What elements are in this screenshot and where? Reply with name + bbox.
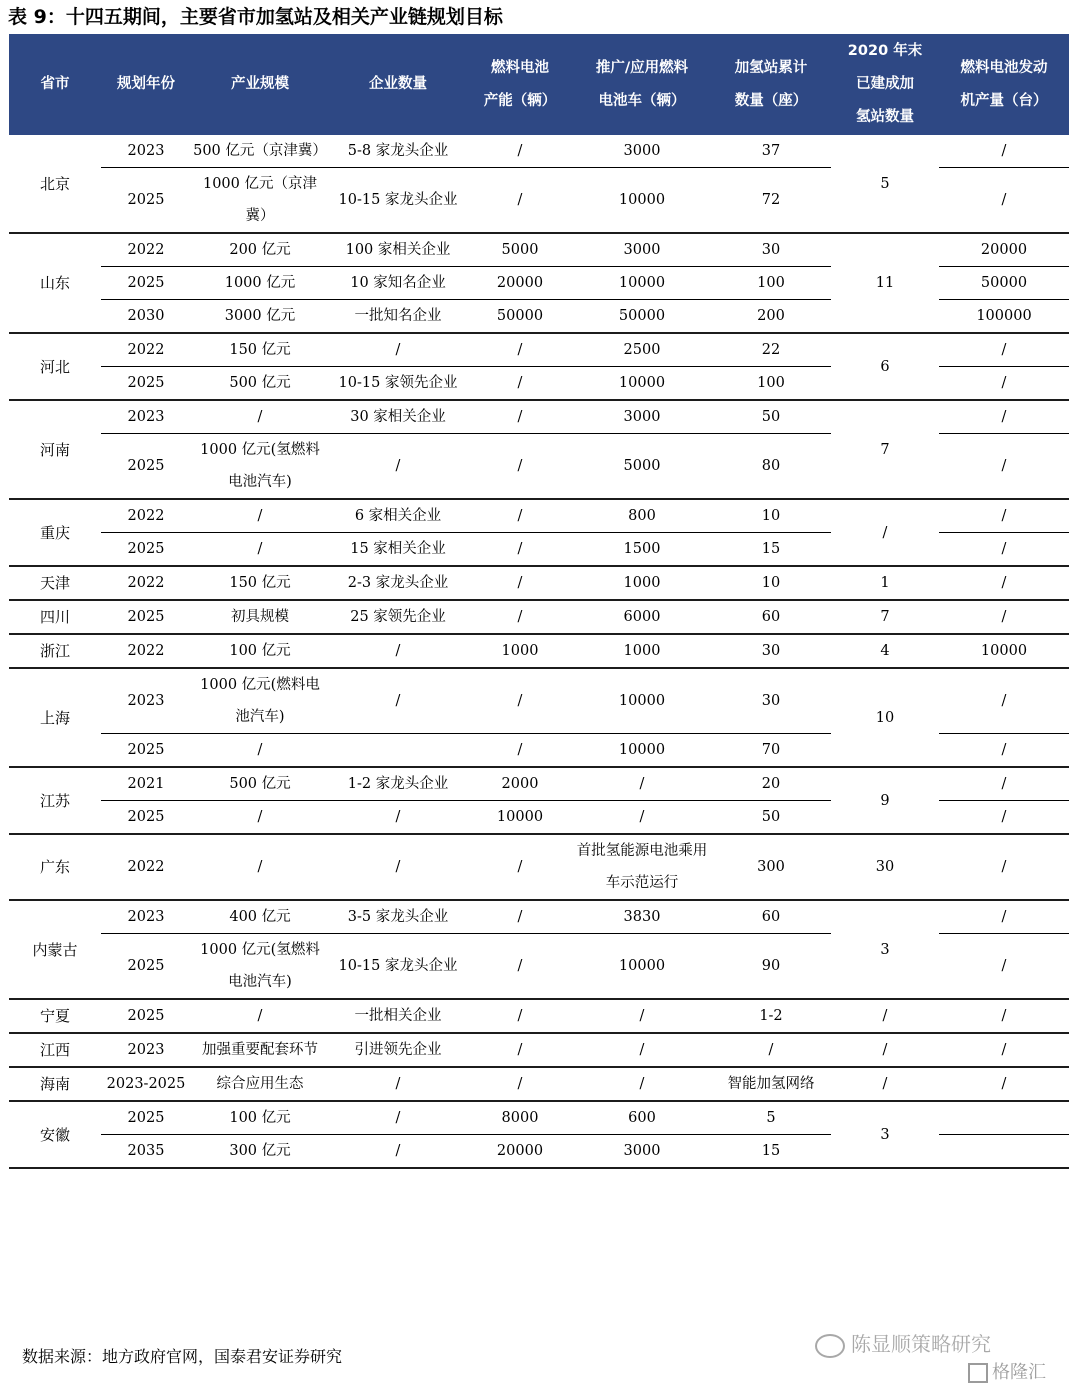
engines-cell: /: [1001, 508, 1007, 524]
vehicles-cell: 2500: [623, 342, 661, 358]
engines-cell: /: [939, 934, 1069, 1000]
scale-cell: /: [191, 734, 329, 768]
column-header-line: 燃料电池: [491, 59, 549, 76]
province-group: [9, 767, 1069, 834]
built-2020-cell: 9: [880, 792, 890, 809]
engines-cell: /: [1001, 143, 1007, 159]
table-row: [9, 499, 1069, 533]
table-row: [9, 566, 1069, 600]
vehicles-cell: 1000: [623, 643, 661, 659]
engines-cell: /: [939, 367, 1069, 401]
stations-cell: /: [768, 1042, 774, 1058]
province-cell: 安徽: [39, 1125, 70, 1144]
vehicles-cell: /: [639, 776, 645, 792]
engines-cell: /: [1001, 575, 1007, 591]
year-cell: 2023: [127, 909, 165, 925]
engines-cell: /: [939, 434, 1069, 500]
capacity-cell: /: [467, 734, 573, 768]
province-group: [9, 600, 1069, 634]
scale-cell: 3000 亿元: [191, 300, 329, 334]
built-2020-cell: 6: [880, 358, 890, 375]
table-header-row: [9, 34, 1069, 135]
capacity-cell: /: [467, 434, 573, 500]
hydrogen-plan-table: [9, 34, 1069, 1169]
vehicles-cell: 首批氢能源电池乘用车示范运行: [576, 843, 708, 891]
companies-cell: 100 家相关企业: [345, 242, 451, 258]
year-cell: 2035: [101, 1135, 191, 1169]
engines-cell: /: [939, 168, 1069, 234]
table-row: [9, 1033, 1069, 1067]
scale-cell: 加强重要配套环节: [202, 1042, 318, 1058]
year-cell: 2023: [127, 1042, 165, 1058]
logo-icon: [968, 1363, 988, 1383]
companies-cell: 1-2 家龙头企业: [347, 776, 449, 792]
capacity-cell: 2000: [501, 776, 539, 792]
year-cell: 2025: [101, 434, 191, 500]
year-cell: 2025: [101, 934, 191, 1000]
province-cell: 四川: [39, 608, 70, 626]
capacity-cell: /: [467, 934, 573, 1000]
companies-cell: /: [395, 1076, 401, 1092]
companies-cell: 5-8 家龙头企业: [347, 143, 449, 159]
capacity-cell: 50000: [467, 300, 573, 334]
capacity-cell: /: [517, 409, 523, 425]
companies-cell: 6 家相关企业: [354, 508, 442, 524]
column-header: [191, 34, 329, 135]
column-header-line: 燃料电池发动: [960, 59, 1048, 76]
vehicles-cell: 800: [628, 508, 656, 524]
province-group: [9, 634, 1069, 668]
scale-cell: /: [257, 1008, 263, 1024]
capacity-cell: 8000: [501, 1110, 539, 1126]
table-row: [9, 999, 1069, 1033]
capacity-cell: /: [517, 1042, 523, 1058]
companies-cell: 2-3 家龙头企业: [347, 575, 449, 591]
vehicles-cell: 5000: [573, 434, 711, 500]
engines-cell: /: [1001, 1042, 1007, 1058]
vehicles-cell: 3000: [623, 242, 661, 258]
capacity-cell: /: [517, 693, 523, 709]
built-2020-cell: /: [882, 1042, 888, 1058]
column-header-line: 电池车（辆）: [598, 92, 686, 109]
vehicles-cell: 3000: [573, 1135, 711, 1169]
province-cell: 内蒙古: [32, 940, 78, 959]
scale-cell: 1000 亿元: [191, 267, 329, 300]
table-row: [9, 900, 1069, 934]
column-header: [9, 34, 101, 135]
stations-cell: 1-2: [759, 1008, 783, 1024]
companies-cell: 10 家知名企业: [329, 267, 467, 300]
table-row: [9, 600, 1069, 634]
engines-cell: /: [1001, 909, 1007, 925]
scale-cell: 200 亿元: [229, 242, 291, 258]
year-cell: 2025: [127, 1008, 165, 1024]
built-2020-cell: 1: [880, 575, 890, 591]
companies-cell: 25 家领先企业: [350, 609, 446, 625]
vehicles-cell: 10000: [573, 934, 711, 1000]
year-cell: 2022: [127, 342, 165, 358]
stations-cell: 90: [711, 934, 831, 1000]
stations-cell: 10: [761, 575, 781, 591]
engines-cell: /: [1001, 776, 1007, 792]
capacity-cell: 1000: [501, 643, 539, 659]
column-header-line: 产业规模: [231, 76, 289, 92]
province-cell: 北京: [39, 174, 70, 193]
table-row: [9, 135, 1069, 168]
built-2020-cell: 30: [875, 859, 895, 875]
province-group: [9, 900, 1069, 999]
table-row: [9, 333, 1069, 367]
province-group: [9, 566, 1069, 600]
year-cell: 2030: [101, 300, 191, 334]
year-cell: 2022: [127, 242, 165, 258]
table-row: [9, 767, 1069, 801]
stations-cell: 5: [766, 1110, 776, 1126]
capacity-cell: /: [517, 508, 523, 524]
engines-cell: 20000: [980, 242, 1028, 258]
engines-cell: /: [1001, 609, 1007, 625]
capacity-cell: /: [517, 909, 523, 925]
capacity-cell: /: [517, 609, 523, 625]
province-cell: 上海: [39, 708, 70, 727]
vehicles-cell: /: [639, 1008, 645, 1024]
column-header-line: 已建成加: [856, 76, 914, 92]
vehicles-cell: /: [639, 1042, 645, 1058]
built-2020-cell: 7: [880, 441, 890, 458]
built-2020-cell: /: [882, 1008, 888, 1024]
watermark-secondary: [968, 1358, 1046, 1384]
year-cell: 2023: [127, 693, 165, 709]
engines-cell: /: [939, 533, 1069, 567]
built-2020-cell: 11: [875, 275, 895, 291]
table-row: [9, 668, 1069, 734]
column-header-line: 推广/应用燃料: [595, 59, 689, 76]
vehicles-cell: 10000: [573, 168, 711, 234]
vehicles-cell: 3000: [623, 143, 661, 159]
year-cell: 2025: [127, 1110, 165, 1126]
stations-cell: 300: [757, 859, 785, 875]
companies-cell: 30 家相关企业: [350, 409, 446, 425]
province-cell: 山东: [39, 274, 70, 292]
engines-cell: /: [939, 801, 1069, 835]
built-2020-cell: /: [882, 1076, 888, 1092]
scale-cell: 综合应用生态: [216, 1076, 304, 1092]
column-header-line: 加氢站累计: [734, 59, 808, 76]
vehicles-cell: 10000: [618, 693, 666, 709]
engines-cell: 10000: [980, 643, 1028, 659]
column-header: [939, 34, 1069, 135]
vehicles-cell: /: [639, 1076, 645, 1092]
stations-cell: 22: [761, 342, 781, 358]
year-cell: 2023-2025: [106, 1076, 186, 1092]
province-group: [9, 400, 1069, 499]
stations-cell: 200: [711, 300, 831, 334]
stations-cell: 60: [761, 909, 781, 925]
stations-cell: 15: [711, 1135, 831, 1169]
stations-cell: 70: [711, 734, 831, 768]
built-2020-cell: 3: [880, 941, 890, 958]
scale-cell: /: [257, 409, 263, 425]
year-cell: 2022: [127, 643, 165, 659]
companies-cell: 10-15 家龙头企业: [329, 168, 467, 234]
engines-cell: /: [939, 734, 1069, 768]
vehicles-cell: 1000: [623, 575, 661, 591]
column-header-line: 2020 年末: [847, 43, 923, 59]
capacity-cell: 20000: [467, 267, 573, 300]
stations-cell: 50: [711, 801, 831, 835]
province-group: [9, 1033, 1069, 1067]
column-header: [101, 34, 191, 135]
stations-cell: 智能加氢网络: [727, 1076, 815, 1092]
scale-cell: 1000 亿元(氢燃料电池汽车): [191, 434, 329, 500]
column-header: [711, 34, 831, 135]
companies-cell: 引进领先企业: [354, 1042, 442, 1058]
built-2020-cell: 3: [880, 1126, 890, 1143]
province-group: [9, 1101, 1069, 1168]
scale-cell: 150 亿元: [229, 575, 291, 591]
wechat-icon: [815, 1334, 845, 1358]
engines-cell: 100000: [939, 300, 1069, 334]
province-cell: 河南: [39, 440, 70, 459]
companies-cell: /: [395, 693, 401, 709]
table-row: [9, 233, 1069, 267]
capacity-cell: 5000: [501, 242, 539, 258]
scale-cell: 500 亿元: [229, 776, 291, 792]
province-cell: 海南: [39, 1075, 70, 1093]
table-row: [9, 1101, 1069, 1135]
companies-cell: /: [395, 342, 401, 358]
column-header: [831, 34, 939, 135]
engines-cell: /: [1001, 859, 1007, 875]
engines-cell: 50000: [939, 267, 1069, 300]
scale-cell: 300 亿元: [191, 1135, 329, 1169]
companies-cell: /: [329, 1135, 467, 1169]
province-cell: 河北: [39, 357, 70, 376]
stations-cell: 37: [761, 143, 781, 159]
engines-cell: [939, 1135, 1069, 1169]
companies-cell: /: [395, 1110, 401, 1126]
vehicles-cell: 10000: [573, 734, 711, 768]
engines-cell: /: [1001, 693, 1007, 709]
province-group: [9, 333, 1069, 400]
companies-cell: /: [395, 643, 401, 659]
scale-cell: 初具规模: [231, 609, 289, 625]
companies-cell: 10-15 家龙头企业: [329, 934, 467, 1000]
year-cell: 2025: [101, 801, 191, 835]
capacity-cell: /: [517, 575, 523, 591]
scale-cell: 500 亿元（京津冀）: [193, 143, 327, 159]
stations-cell: 15: [711, 533, 831, 567]
vehicles-cell: 6000: [623, 609, 661, 625]
capacity-cell: /: [517, 1076, 523, 1092]
stations-cell: 72: [711, 168, 831, 234]
engines-cell: /: [1001, 1008, 1007, 1024]
table-row: [9, 834, 1069, 900]
scale-cell: /: [257, 859, 263, 875]
capacity-cell: /: [517, 859, 523, 875]
stations-cell: 30: [761, 693, 781, 709]
year-cell: 2022: [127, 859, 165, 875]
stations-cell: 100: [711, 367, 831, 401]
stations-cell: 10: [761, 508, 781, 524]
scale-cell: 500 亿元: [191, 367, 329, 401]
companies-cell: 一批相关企业: [354, 1008, 442, 1024]
province-cell: 天津: [39, 574, 70, 592]
watermark: [815, 1328, 991, 1358]
companies-cell: /: [329, 801, 467, 835]
vehicles-cell: 1500: [573, 533, 711, 567]
companies-cell: 一批知名企业: [329, 300, 467, 334]
built-2020-cell: 7: [880, 609, 890, 625]
engines-cell: /: [1001, 409, 1007, 425]
capacity-cell: /: [467, 367, 573, 401]
table-row: [9, 634, 1069, 668]
scale-cell: /: [257, 508, 263, 524]
scale-cell: 100 亿元: [229, 643, 291, 659]
vehicles-cell: 3830: [623, 909, 661, 925]
year-cell: 2025: [101, 168, 191, 234]
vehicles-cell: 50000: [573, 300, 711, 334]
province-group: [9, 999, 1069, 1033]
vehicles-cell: 10000: [573, 267, 711, 300]
capacity-cell: /: [517, 342, 523, 358]
built-2020-cell: 10: [875, 709, 895, 726]
year-cell: 2025: [101, 734, 191, 768]
vehicles-cell: /: [573, 801, 711, 835]
province-cell: 江西: [39, 1041, 70, 1059]
scale-cell: 400 亿元: [229, 909, 291, 925]
capacity-cell: 20000: [467, 1135, 573, 1169]
vehicles-cell: 3000: [623, 409, 661, 425]
province-cell: 重庆: [39, 523, 70, 542]
built-2020-cell: /: [882, 524, 888, 541]
column-header-line: 规划年份: [117, 76, 175, 92]
province-cell: 浙江: [39, 642, 70, 660]
table-row: [9, 400, 1069, 434]
province-cell: 广东: [39, 858, 70, 876]
column-header-line: 数量（座）: [734, 92, 808, 109]
capacity-cell: 10000: [467, 801, 573, 835]
province-group: [9, 834, 1069, 900]
province-group: [9, 668, 1069, 767]
capacity-cell: /: [467, 168, 573, 234]
table-row: [9, 1067, 1069, 1101]
year-cell: 2025: [101, 533, 191, 567]
stations-cell: 100: [711, 267, 831, 300]
companies-cell: 10-15 家领先企业: [329, 367, 467, 401]
stations-cell: 80: [711, 434, 831, 500]
stations-cell: 30: [761, 643, 781, 659]
year-cell: 2023: [127, 143, 165, 159]
vehicles-cell: 600: [628, 1110, 656, 1126]
column-header-line: 省市: [40, 76, 70, 92]
province-group: [9, 135, 1069, 233]
province-cell: 江苏: [39, 791, 70, 810]
province-group: [9, 499, 1069, 566]
column-header: [573, 34, 711, 135]
watermark-text: 陈显顺策略研究: [851, 1332, 991, 1356]
province-group: [9, 233, 1069, 333]
table-title: 表 9：十四五期间，主要省市加氢站及相关产业链规划目标: [8, 6, 503, 28]
engines-cell: [939, 1101, 1069, 1135]
year-cell: 2025: [101, 267, 191, 300]
column-header-line: 产能（辆）: [483, 92, 557, 109]
scale-cell: 1000 亿元（京津冀）: [191, 168, 329, 234]
companies-cell: 15 家相关企业: [329, 533, 467, 567]
province-cell: 宁夏: [39, 1007, 70, 1025]
scale-cell: 100 亿元: [229, 1110, 291, 1126]
year-cell: 2022: [127, 508, 165, 524]
column-header-line: 氢站数量: [856, 109, 914, 125]
companies-cell: /: [329, 434, 467, 500]
companies-cell: 3-5 家龙头企业: [347, 909, 449, 925]
year-cell: 2025: [127, 609, 165, 625]
stations-cell: 60: [761, 609, 781, 625]
year-cell: 2022: [127, 575, 165, 591]
companies-cell: /: [395, 859, 401, 875]
vehicles-cell: 10000: [573, 367, 711, 401]
year-cell: 2021: [127, 776, 165, 792]
scale-cell: /: [191, 801, 329, 835]
engines-cell: /: [1001, 342, 1007, 358]
stations-cell: 30: [761, 242, 781, 258]
scale-cell: /: [191, 533, 329, 567]
watermark-secondary-text: 格隆汇: [992, 1362, 1046, 1383]
engines-cell: /: [1001, 1076, 1007, 1092]
year-cell: 2025: [101, 367, 191, 401]
column-header-line: 机产量（台）: [960, 92, 1048, 109]
stations-cell: 20: [761, 776, 781, 792]
scale-cell: 1000 亿元(氢燃料电池汽车): [191, 934, 329, 1000]
stations-cell: 50: [761, 409, 781, 425]
column-header: [467, 34, 573, 135]
column-header: [329, 34, 467, 135]
province-group: [9, 1067, 1069, 1101]
scale-cell: 1000 亿元(燃料电池汽车): [200, 677, 320, 725]
built-2020-cell: 5: [880, 175, 890, 192]
capacity-cell: /: [517, 1008, 523, 1024]
capacity-cell: /: [467, 533, 573, 567]
year-cell: 2023: [127, 409, 165, 425]
companies-cell: [329, 734, 467, 768]
scale-cell: 150 亿元: [229, 342, 291, 358]
source-note: 数据来源：地方政府官网，国泰君安证券研究: [22, 1347, 343, 1366]
column-header-line: 企业数量: [369, 76, 427, 92]
capacity-cell: /: [517, 143, 523, 159]
built-2020-cell: 4: [880, 643, 890, 659]
